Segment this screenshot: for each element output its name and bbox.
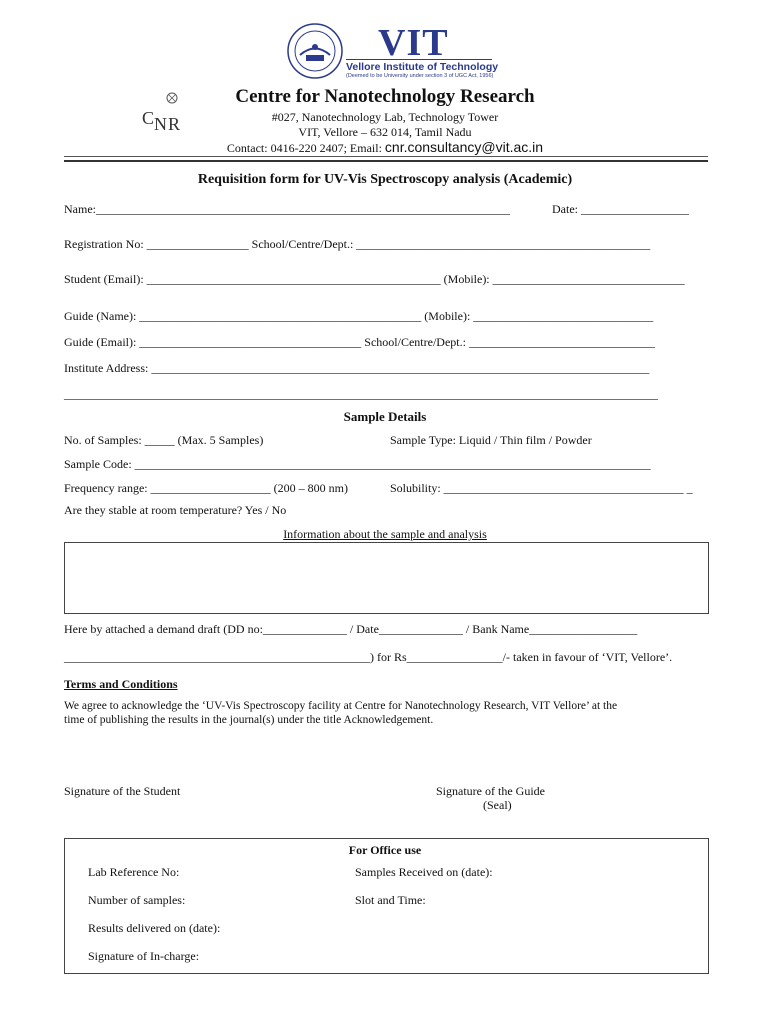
number-of-samples-label: Number of samples:: [88, 893, 186, 907]
form-title: Requisition form for UV-Vis Spectroscopy analysis (Academic): [197, 172, 573, 187]
signature-incharge-label: Signature of In-charge:: [88, 949, 200, 963]
terms-heading: Terms and Conditions: [64, 677, 178, 691]
sample-details-heading: Sample Details: [343, 409, 427, 424]
address-line-2: VIT, Vellore – 632 014, Tamil Nadu: [298, 125, 472, 139]
frequency-field[interactable]: Frequency range: ____________________ (200 – 800 nm): [64, 481, 348, 495]
contact-text: Contact: 0416-220 2407; Email:: [226, 141, 385, 155]
dd-line[interactable]: Here by attached a demand draft (DD no:______________ / Date______________ / Bank Name__________________: [64, 622, 638, 636]
vit-seal-logo: [286, 22, 344, 80]
terms-text-1: We agree to acknowledge the ‘UV-Vis Spectroscopy facility at Centre for Nanotechnology Research, VIT Vellore’ at the: [64, 700, 618, 712]
vit-tagline: (Deemed to be University under section 3 of UGC Act, 1956): [346, 73, 494, 79]
address-line-field[interactable]: ___________________________________________________________________________________________________: [64, 387, 658, 401]
centre-title: Centre for Nanotechnology Research: [235, 86, 535, 107]
vit-wordmark: VIT: [378, 22, 449, 64]
vit-divider: [346, 59, 492, 60]
guide-name-field[interactable]: Guide (Name): _______________________________________________ (Mobile): ______________________________: [64, 309, 654, 323]
svg-text:R: R: [168, 114, 181, 134]
vit-name: Vellore Institute of Technology: [346, 61, 499, 73]
guide-signature: Signature of the Guide: [436, 784, 545, 798]
svg-text:N: N: [154, 114, 167, 134]
student-signature: Signature of the Student: [64, 784, 181, 798]
contact-email: cnr.consultancy@vit.ac.in: [384, 139, 544, 155]
date-field[interactable]: Date: __________________: [552, 202, 689, 216]
seal-label: (Seal): [483, 798, 512, 812]
office-use-heading: For Office use: [348, 843, 422, 857]
stable-question[interactable]: Are they stable at room temperature? Yes / No: [64, 503, 287, 517]
info-heading: Information about the sample and analysis: [283, 527, 487, 541]
lab-reference-label: Lab Reference No:: [88, 865, 180, 879]
address-line-1: #027, Nanotechnology Lab, Technology Tower: [271, 110, 499, 124]
institute-address-field[interactable]: Institute Address: ___________________________________________________________________________________: [64, 361, 650, 375]
samples-received-label: Samples Received on (date):: [355, 865, 493, 879]
contact-line: [0, 139, 770, 156]
student-email-field[interactable]: Student (Email): _________________________________________________ (Mobile): ________________________________: [64, 272, 685, 286]
sample-code-field[interactable]: Sample Code: ______________________________________________________________________________________: [64, 457, 651, 471]
name-field[interactable]: Name:_____________________________________________________________________: [64, 202, 510, 216]
header-divider: [64, 156, 708, 162]
guide-email-field[interactable]: Guide (Email): _____________________________________ School/Centre/Dept.: _______________________________: [64, 335, 655, 349]
sample-type-field[interactable]: Sample Type: Liquid / Thin film / Powder: [390, 433, 592, 447]
num-samples-field[interactable]: No. of Samples: _____ (Max. 5 Samples): [64, 433, 264, 447]
results-delivered-label: Results delivered on (date):: [88, 921, 221, 935]
solubility-field[interactable]: Solubility: ________________________________________ _: [390, 481, 693, 495]
slot-time-label: Slot and Time:: [355, 893, 426, 907]
sample-info-box[interactable]: [64, 542, 709, 614]
terms-text-2: time of publishing the results in the journal(s) under the title Acknowledgement.: [64, 714, 434, 726]
registration-field[interactable]: Registration No: _________________ School/Centre/Dept.: _________________________________________________: [64, 237, 651, 251]
rs-line[interactable]: ___________________________________________________) for Rs________________/- taken in favour of ‘VIT, Vellore’.: [64, 650, 673, 664]
cnr-mark-text: C: [142, 108, 155, 128]
